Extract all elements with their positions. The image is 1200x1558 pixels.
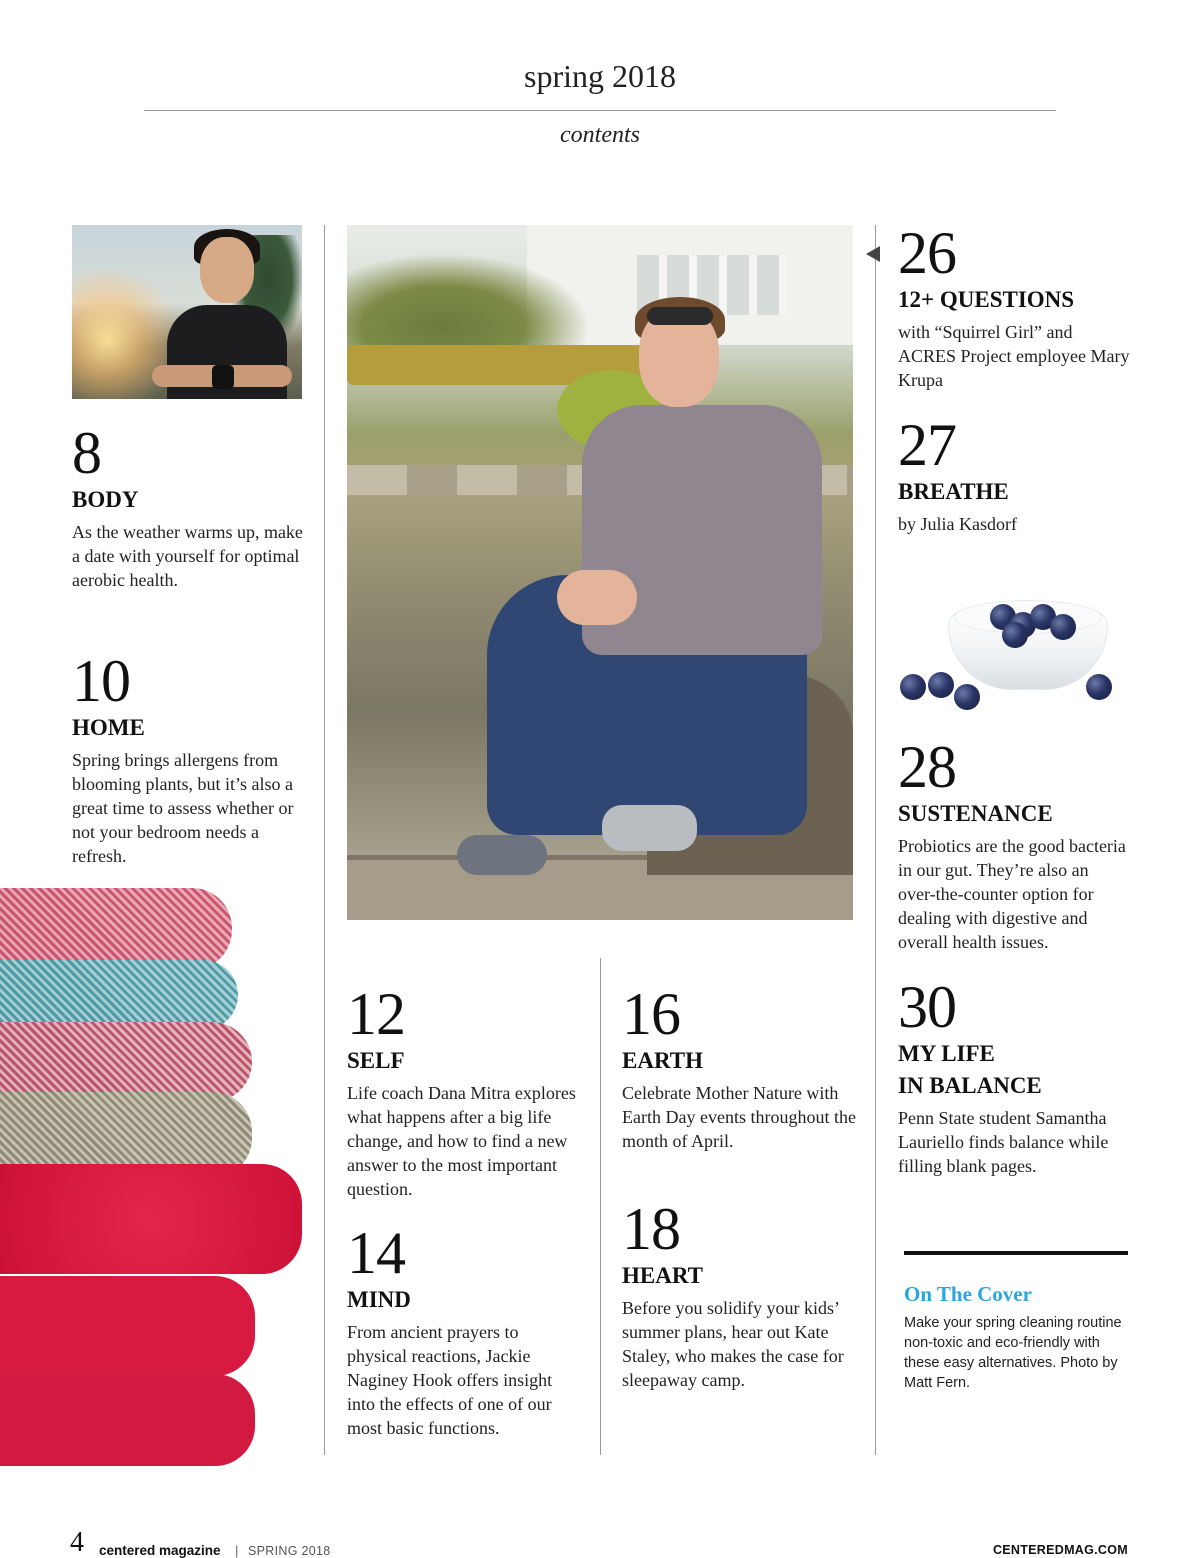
entry-heading: BODY bbox=[72, 487, 139, 512]
footer-page-number: 4 bbox=[70, 1527, 84, 1558]
entry-heading: HEART bbox=[622, 1263, 703, 1288]
toc-entry-balance[interactable] bbox=[898, 974, 1130, 1178]
entry-heading: HOME bbox=[72, 715, 145, 740]
toc-entry-heart[interactable] bbox=[622, 1196, 860, 1392]
page-number: 26 bbox=[898, 220, 956, 286]
page-number: 14 bbox=[347, 1220, 405, 1286]
entry-heading: BREATHE bbox=[898, 479, 1009, 504]
cover-divider bbox=[904, 1251, 1128, 1255]
issue-title: spring 2018 bbox=[524, 58, 676, 94]
entry-description: Life coach Dana Mitra explores what happens after a big life change, and how to find a new answer to the most important question. bbox=[347, 1083, 576, 1199]
entry-description: Probiotics are the good bacteria in our gut. They’re also an over-the-counter option for dealing with digestive and overall health issues. bbox=[898, 836, 1126, 952]
toc-entry-sustenance[interactable] bbox=[898, 734, 1130, 954]
left-triangle-icon bbox=[866, 246, 880, 262]
entry-heading: MIND bbox=[347, 1287, 411, 1312]
header-divider bbox=[144, 110, 1056, 111]
entry-heading-line1: MY LIFE bbox=[898, 1041, 995, 1066]
entry-description: Spring brings allergens from blooming plants, but it’s also a great time to assess whether or not your bedroom needs a refresh. bbox=[72, 750, 294, 866]
entry-heading: SELF bbox=[347, 1048, 405, 1073]
page-number: 30 bbox=[898, 974, 956, 1040]
entry-heading: SUSTENANCE bbox=[898, 801, 1053, 826]
toc-entry-breathe[interactable] bbox=[898, 412, 1130, 536]
footer-issue: SPRING 2018 bbox=[248, 1544, 331, 1558]
page-number: 27 bbox=[898, 412, 956, 478]
runner-photo bbox=[72, 225, 302, 399]
entry-heading-line2: IN BALANCE bbox=[898, 1073, 1042, 1098]
toc-entry-earth[interactable] bbox=[622, 981, 860, 1153]
column-divider-right bbox=[875, 225, 876, 1455]
entry-description: Penn State student Samantha Lauriello finds balance while filling blank pages. bbox=[898, 1108, 1109, 1176]
column-divider-left bbox=[324, 225, 325, 1455]
entry-description: with “Squirrel Girl” and ACRES Project employee Mary Krupa bbox=[898, 322, 1130, 390]
page-number: 16 bbox=[622, 981, 680, 1047]
footer-separator: | bbox=[235, 1543, 239, 1558]
entry-description: by Julia Kasdorf bbox=[898, 514, 1017, 534]
entry-heading: EARTH bbox=[622, 1048, 703, 1073]
toc-entry-home[interactable] bbox=[72, 648, 304, 868]
entry-description: Before you solidify your kids’ summer plans, hear out Kate Staley, who makes the case for sleepaway camp. bbox=[622, 1298, 844, 1390]
entry-description: From ancient prayers to physical reactions, Jackie Naginey Hook offers insight into the effects of one of our most basic functions. bbox=[347, 1322, 553, 1438]
yogurt-blueberries-photo bbox=[898, 590, 1128, 720]
section-label: contents bbox=[560, 122, 640, 148]
page-number: 8 bbox=[72, 420, 101, 486]
footer-magazine-name: centered magazine bbox=[99, 1543, 221, 1558]
page-number: 28 bbox=[898, 734, 956, 800]
on-the-cover-title: On The Cover bbox=[904, 1282, 1032, 1306]
cover-photo bbox=[347, 225, 853, 920]
page-number: 12 bbox=[347, 981, 405, 1047]
pillow-stack-photo bbox=[0, 888, 305, 1468]
toc-entry-questions[interactable] bbox=[898, 220, 1130, 392]
page-number: 10 bbox=[72, 648, 130, 714]
toc-entry-body[interactable] bbox=[72, 420, 312, 592]
column-divider-middle bbox=[600, 958, 601, 1455]
entry-description: As the weather warms up, make a date with yourself for optimal aerobic health. bbox=[72, 522, 303, 590]
entry-heading: 12+ QUESTIONS bbox=[898, 287, 1075, 312]
toc-entry-self[interactable] bbox=[347, 981, 579, 1201]
entry-description: Celebrate Mother Nature with Earth Day events throughout the month of April. bbox=[622, 1083, 856, 1151]
footer-website-link[interactable]: CENTEREDMAG.COM bbox=[992, 1543, 1128, 1557]
on-the-cover-text: Make your spring cleaning routine non-toxic and eco-friendly with these easy alternatives. Photo by Matt Fern. bbox=[904, 1315, 1122, 1391]
toc-entry-mind[interactable] bbox=[347, 1220, 579, 1440]
page-number: 18 bbox=[622, 1196, 680, 1262]
